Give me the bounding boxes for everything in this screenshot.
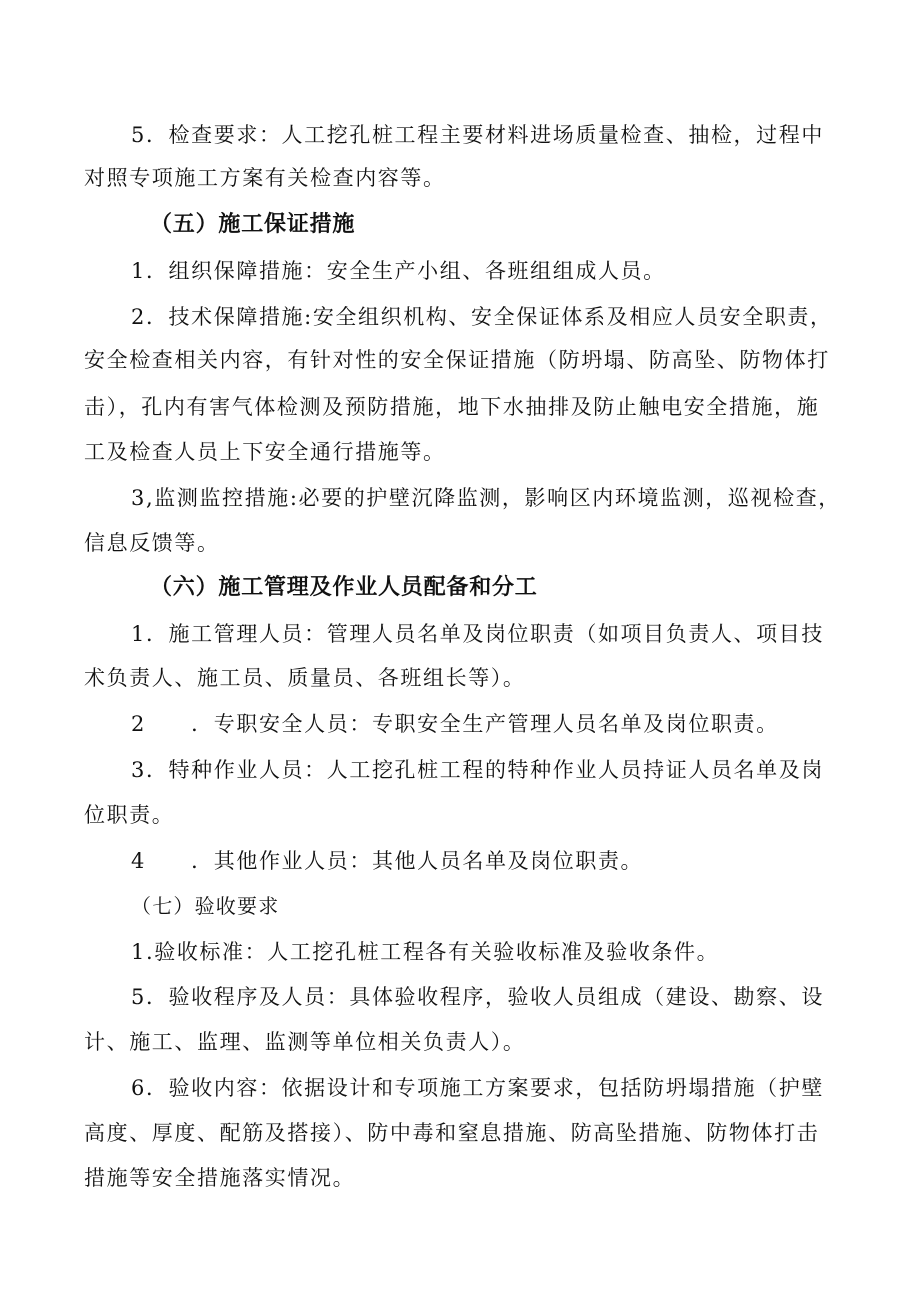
org-guarantee-line-1: 1．组织保障措施：安全生产小组、各班组组成人员。 [131,259,666,283]
special-workers-line-2: 位职责。 [84,803,175,827]
tech-guarantee-line-1: 2．技术保障措施:安全组织机构、安全保证体系及相应人员安全职责， [131,305,833,329]
acceptance-content-line-1: 6．验收内容：依据设计和专项施工方案要求，包括防坍塌措施（护壁 [131,1076,824,1100]
tech-guarantee-line-2: 安全检查相关内容，有针对性的安全保证措施（防坍塌、防高坠、防物体打 [84,348,830,372]
acceptance-content-line-2: 高度、厚度、配筋及搭接）、防中毒和窒息措施、防高坠措施、防物体打击 [84,1121,820,1145]
monitoring-line-2: 信息反馈等。 [84,531,220,555]
management-staff-line-1: 1．施工管理人员：管理人员名单及岗位职责（如项目负责人、项目技 [131,622,824,646]
tech-guarantee-line-3: 击），孔内有害气体检测及预防措施，地下水抽排及防止触电安全措施，施 [84,395,820,419]
tech-guarantee-line-4: 工及检查人员上下安全通行措施等。 [84,440,446,464]
section-heading-6: （六）施工管理及作业人员配备和分工 [150,575,538,600]
check-requirements-line-1: 5．检查要求：人工挖孔桩工程主要材料进场质量检查、抽检，过程中 [131,123,824,147]
monitoring-line-1: 3,监测监控措施:必要的护壁沉降监测，影响区内环境监测，巡视检查， [131,486,841,510]
acceptance-procedure-line-1: 5．验收程序及人员：具体验收程序，验收人员组成（建设、勘察、设 [131,985,824,1009]
acceptance-standard-line-1: 1.验收标准：人工挖孔桩工程各有关验收标准及验收条件。 [131,940,720,964]
section-heading-7: （七）验收要求 [131,894,280,918]
section-heading-5: （五）施工保证措施 [150,212,356,237]
other-workers-line-1: 4 ．其他作业人员：其他人员名单及岗位职责。 [131,849,644,873]
acceptance-content-line-3: 措施等安全措施落实情况。 [84,1166,356,1190]
acceptance-procedure-line-2: 计、施工、监理、监测等单位相关负责人）。 [84,1030,526,1054]
check-requirements-line-2: 对照专项施工方案有关检查内容等。 [84,166,446,190]
safety-staff-line-1: 2 ．专职安全人员：专职安全生产管理人员名单及岗位职责。 [131,712,779,736]
management-staff-line-2: 术负责人、施工员、质量员、各班组长等）。 [84,666,526,690]
special-workers-line-1: 3．特种作业人员：人工挖孔桩工程的特种作业人员持证人员名单及岗 [131,758,824,782]
